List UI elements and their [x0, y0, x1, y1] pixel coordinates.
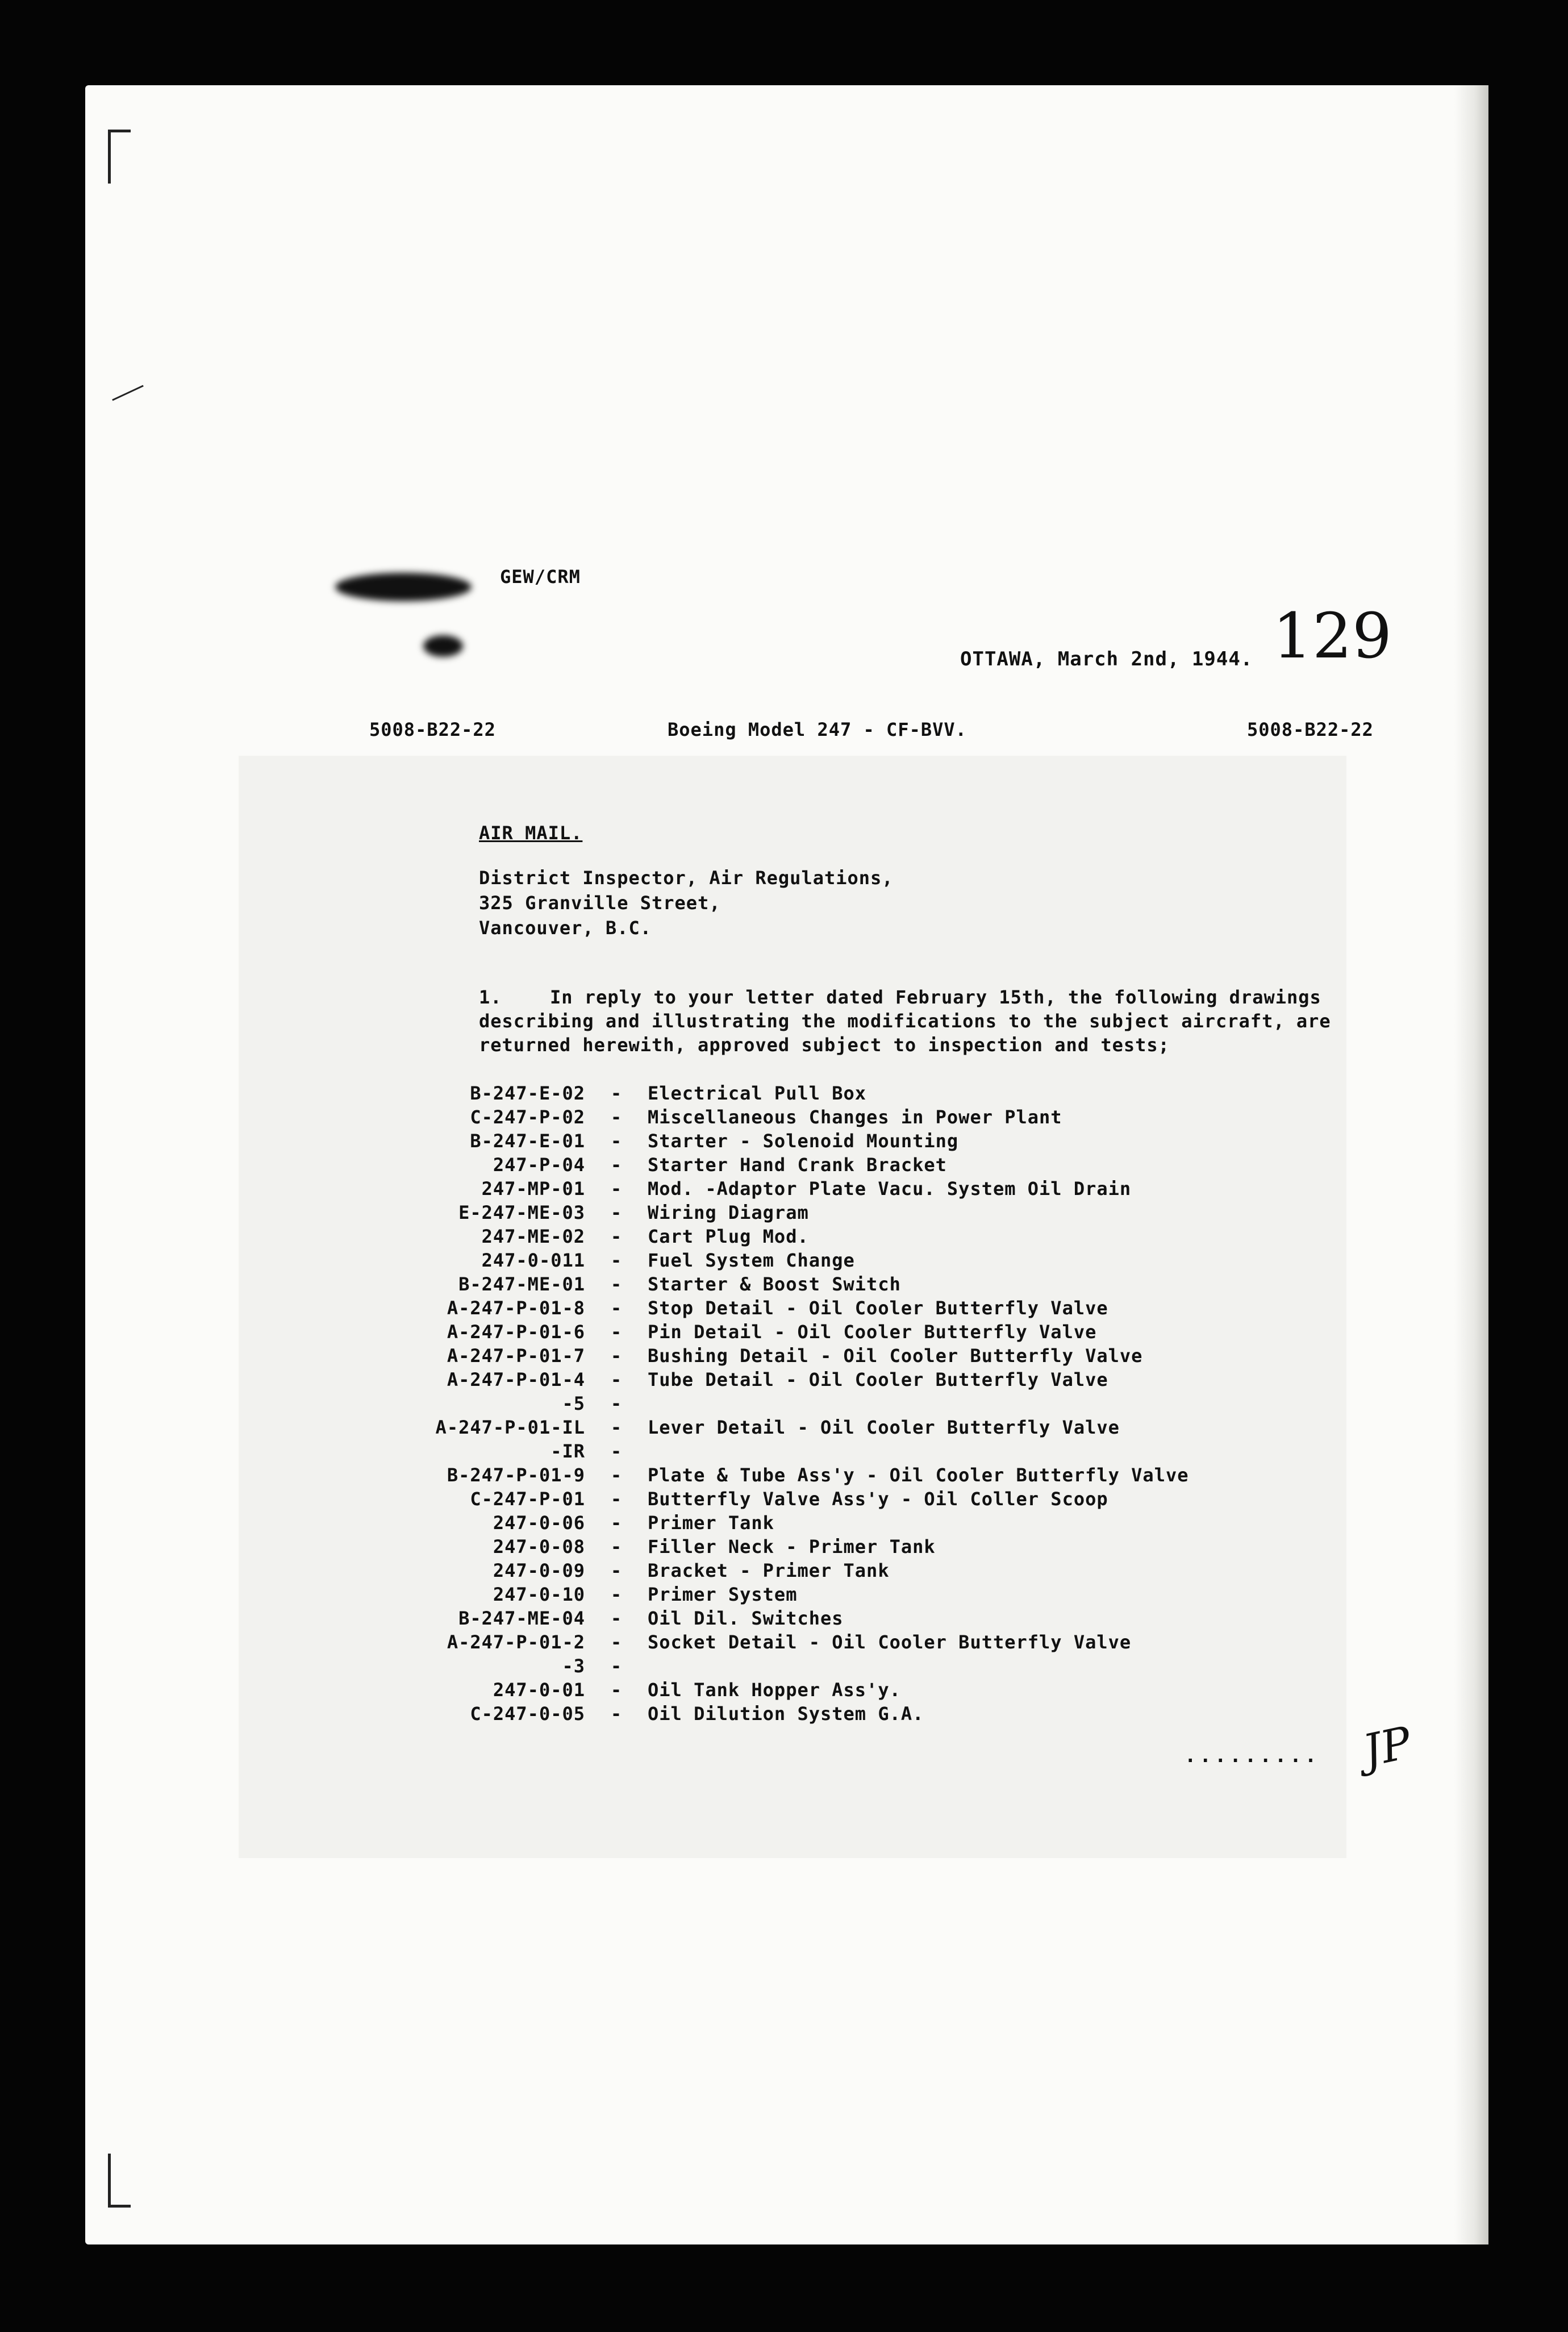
- dash-separator: -: [610, 1226, 623, 1247]
- drawing-description: Primer System: [648, 1584, 798, 1605]
- dash-separator: -: [610, 1321, 623, 1343]
- drawing-number: 247-P-04: [493, 1154, 585, 1176]
- dash-separator: -: [610, 1082, 623, 1104]
- drawing-description: Plate & Tube Ass'y - Oil Cooler Butterfly Valve: [648, 1464, 1189, 1486]
- drawing-number: B-247-ME-04: [458, 1608, 585, 1629]
- drawing-row: [398, 1464, 1363, 1488]
- folio-number: 129: [1273, 599, 1392, 672]
- address-line-3: Vancouver, B.C.: [479, 917, 652, 939]
- file-reference-right: 5008-B22-22: [1247, 719, 1374, 740]
- dash-separator: -: [610, 1130, 623, 1152]
- drawing-row: [398, 1297, 1363, 1321]
- drawing-number: A-247-P-01-7: [447, 1345, 585, 1367]
- drawing-description: Filler Neck - Primer Tank: [648, 1536, 936, 1558]
- place-date: OTTAWA, March 2nd, 1944.: [960, 648, 1253, 671]
- drawing-number: -IR: [551, 1440, 585, 1462]
- dash-separator: -: [610, 1250, 623, 1271]
- drawing-row: [398, 1130, 1363, 1154]
- drawing-row: [398, 1560, 1363, 1584]
- drawing-row: [398, 1536, 1363, 1560]
- drawing-row: [398, 1584, 1363, 1608]
- drawing-number: C-247-0-05: [470, 1703, 585, 1725]
- drawing-row: [398, 1703, 1363, 1727]
- drawing-number: A-247-P-01-IL: [435, 1417, 585, 1438]
- drawing-number: 247-0-10: [493, 1584, 585, 1605]
- drawing-description: Electrical Pull Box: [648, 1082, 867, 1104]
- dash-separator: -: [610, 1393, 623, 1414]
- drawing-row: [398, 1369, 1363, 1393]
- drawing-description: Fuel System Change: [648, 1250, 855, 1271]
- drawing-number: B-247-P-01-9: [447, 1464, 585, 1486]
- dash-separator: -: [610, 1536, 623, 1558]
- dash-separator: -: [610, 1345, 623, 1367]
- crop-mark-top-left-h: [108, 130, 131, 132]
- drawing-description: Primer Tank: [648, 1512, 774, 1534]
- drawing-description: Tube Detail - Oil Cooler Butterfly Valve: [648, 1369, 1108, 1390]
- drawing-number: A-247-P-01-4: [447, 1369, 585, 1390]
- redaction-blot: [335, 573, 472, 601]
- drawing-number: C-247-P-01: [470, 1488, 585, 1510]
- drawing-description: Starter - Solenoid Mounting: [648, 1130, 959, 1152]
- dash-separator: -: [610, 1608, 623, 1629]
- drawing-number: -3: [562, 1655, 585, 1677]
- drawing-row: [398, 1082, 1363, 1106]
- dash-separator: -: [610, 1178, 623, 1200]
- drawing-description: Starter Hand Crank Bracket: [648, 1154, 947, 1176]
- dash-separator: -: [610, 1679, 623, 1701]
- drawing-number: A-247-P-01-6: [447, 1321, 585, 1343]
- dash-separator: -: [610, 1297, 623, 1319]
- drawing-number: B-247-ME-01: [458, 1273, 585, 1295]
- scan-edge-shadow: [1454, 85, 1488, 2244]
- dash-separator: -: [610, 1106, 623, 1128]
- drawing-row: [398, 1321, 1363, 1345]
- drawing-description: Socket Detail - Oil Cooler Butterfly Valve: [648, 1631, 1132, 1653]
- drawing-row: [398, 1226, 1363, 1250]
- drawing-description: Starter & Boost Switch: [648, 1273, 901, 1295]
- drawing-row: [398, 1106, 1363, 1130]
- drawing-description: Bushing Detail - Oil Cooler Butterfly Valve: [648, 1345, 1143, 1367]
- drawing-row: [398, 1393, 1363, 1417]
- drawing-description: Miscellaneous Changes in Power Plant: [648, 1106, 1062, 1128]
- paragraph-line-1: In reply to your letter dated February 15th, the following drawings: [550, 986, 1321, 1008]
- drawing-row: [398, 1178, 1363, 1202]
- ink-smudge: [423, 635, 463, 657]
- dash-separator: -: [610, 1369, 623, 1390]
- address-line-2: 325 Granville Street,: [479, 892, 721, 914]
- drawing-description: Butterfly Valve Ass'y - Oil Coller Scoop: [648, 1488, 1108, 1510]
- drawing-description: Wiring Diagram: [648, 1202, 809, 1223]
- drawing-description: Oil Dil. Switches: [648, 1608, 844, 1629]
- dash-separator: -: [610, 1202, 623, 1223]
- drawing-number: 247-ME-02: [481, 1226, 585, 1247]
- address-line-1: District Inspector, Air Regulations,: [479, 867, 894, 889]
- dash-separator: -: [610, 1703, 623, 1725]
- drawing-number: 247-0-09: [493, 1560, 585, 1581]
- drawing-row: [398, 1512, 1363, 1536]
- paragraph-number: 1.: [479, 986, 502, 1008]
- continuation-dots: .........: [1185, 1744, 1320, 1767]
- drawing-description: Stop Detail - Oil Cooler Butterfly Valve: [648, 1297, 1108, 1319]
- dash-separator: -: [610, 1417, 623, 1438]
- drawing-number: C-247-P-02: [470, 1106, 585, 1128]
- drawing-description: Oil Tank Hopper Ass'y.: [648, 1679, 901, 1701]
- file-reference-left: 5008-B22-22: [369, 719, 496, 740]
- drawing-row: [398, 1631, 1363, 1655]
- dash-separator: -: [610, 1154, 623, 1176]
- drawing-row: [398, 1417, 1363, 1440]
- handwritten-initials: JP: [1358, 1717, 1416, 1777]
- dash-separator: -: [610, 1464, 623, 1486]
- drawing-row: [398, 1608, 1363, 1631]
- drawing-number: 247-0-08: [493, 1536, 585, 1558]
- crop-mark-bottom-left-h: [108, 2205, 131, 2208]
- drawing-description: Mod. -Adaptor Plate Vacu. System Oil Drain: [648, 1178, 1132, 1200]
- crop-mark-top-left-v: [108, 130, 111, 184]
- dash-separator: -: [610, 1273, 623, 1295]
- drawing-number: -5: [562, 1393, 585, 1414]
- dash-separator: -: [610, 1488, 623, 1510]
- drawing-row: [398, 1154, 1363, 1178]
- dash-separator: -: [610, 1512, 623, 1534]
- drawing-number: E-247-ME-03: [458, 1202, 585, 1223]
- drawing-row: [398, 1655, 1363, 1679]
- drawing-row: [398, 1679, 1363, 1703]
- paragraph-line-2: describing and illustrating the modifications to the subject aircraft, are: [479, 1010, 1331, 1032]
- drawing-description: Bracket - Primer Tank: [648, 1560, 890, 1581]
- drawing-row: [398, 1273, 1363, 1297]
- drawing-number: A-247-P-01-8: [447, 1297, 585, 1319]
- subject-line: Boeing Model 247 - CF-BVV.: [668, 719, 967, 740]
- drawing-description: Oil Dilution System G.A.: [648, 1703, 924, 1725]
- dash-separator: -: [610, 1631, 623, 1653]
- drawing-list: [398, 1082, 1363, 1727]
- dash-separator: -: [610, 1655, 623, 1677]
- drawing-row: [398, 1440, 1363, 1464]
- drawing-number: 247-0-06: [493, 1512, 585, 1534]
- drawing-number: 247-0-01: [493, 1679, 585, 1701]
- paragraph-line-3: returned herewith, approved subject to inspection and tests;: [479, 1034, 1170, 1056]
- drawing-row: [398, 1250, 1363, 1273]
- crop-mark-bottom-left-v: [108, 2154, 111, 2208]
- dash-separator: -: [610, 1584, 623, 1605]
- drawing-row: [398, 1488, 1363, 1512]
- typist-initials: GEW/CRM: [500, 566, 581, 588]
- drawing-row: [398, 1345, 1363, 1369]
- dash-separator: -: [610, 1560, 623, 1581]
- delivery-method: AIR MAIL.: [479, 822, 583, 844]
- drawing-number: 247-MP-01: [481, 1178, 585, 1200]
- drawing-description: Pin Detail - Oil Cooler Butterfly Valve: [648, 1321, 1097, 1343]
- drawing-number: 247-0-011: [481, 1250, 585, 1271]
- drawing-number: B-247-E-01: [470, 1130, 585, 1152]
- drawing-number: B-247-E-02: [470, 1082, 585, 1104]
- drawing-row: [398, 1202, 1363, 1226]
- dash-separator: -: [610, 1440, 623, 1462]
- drawing-number: A-247-P-01-2: [447, 1631, 585, 1653]
- drawing-description: Lever Detail - Oil Cooler Butterfly Valve: [648, 1417, 1120, 1438]
- drawing-description: Cart Plug Mod.: [648, 1226, 809, 1247]
